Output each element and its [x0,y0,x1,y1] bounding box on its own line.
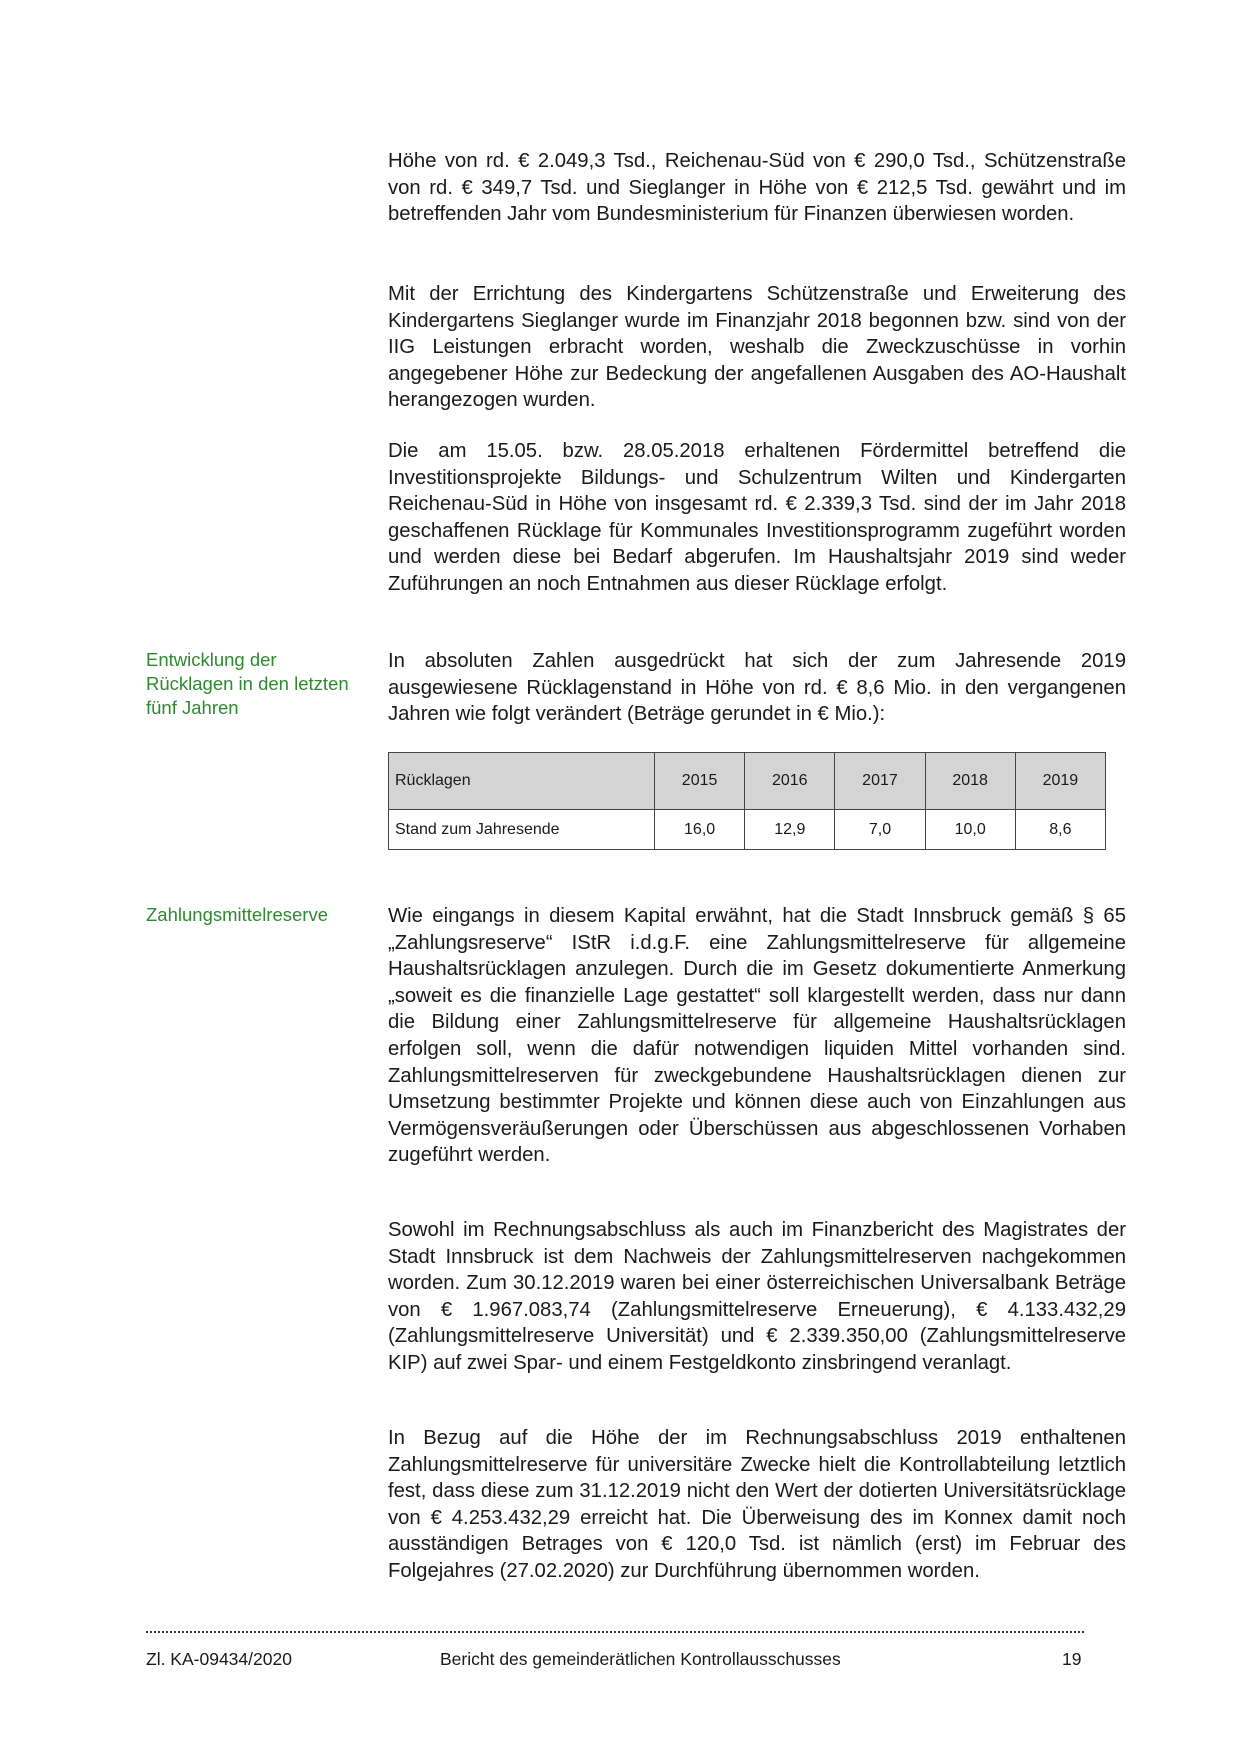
table-cell-value: 12,9 [745,810,835,850]
table-header-year: 2017 [835,753,925,810]
reserves-table [388,752,1106,850]
paragraph-university-reserve: In Bezug auf die Höhe der im Rechnungsabschluss 2019 enthaltenen Zahlungsmittelreserve für universitäre Zwecke hielt die Kontrollabteilung letztlich fest, dass diese zum 31.12.2019 nicht den Wert der dotierten Universitätsrücklage von € 4.253.432,29 erreicht hat. Die Überweisung des im Konnex damit noch ausständigen Betrages von € 120,0 Tsd. ist nämlich (erst) im Februar des Folgejahres (27.02.2020) zur Durchführung übernommen worden. [388,1427,1126,1582]
paragraph-cash-reserve: Wie eingangs in diesem Kapital erwähnt, hat die Stadt Innsbruck gemäß § 65 „Zahlungsreserve“ IStR i.d.g.F. eine Zahlungsmittelreserve für allgemeine Haushaltsrücklagen anzulegen. Durch die im Gesetz dokumentierte Anmerkung „soweit es die finanzielle Lage gestattet“ soll klargestellt werden, dass nur dann die Bildung einer Zahlungsmittelreserve für allgemeine Haushaltsrücklagen erfolgen soll, wenn die dafür notwendigen liquiden Mittel vorhanden sind. Zahlungsmittelreserven für zweckgebundene Haushaltsrücklagen dienen zur Umsetzung bestimmter Projekte und können diese auch von Einzahlungen aus Vermögensveräußerungen oder Überschüssen aus abgeschlossenen Vorhaben zugeführt werden. [388,905,1126,1167]
table-cell-value: 8,6 [1015,810,1105,850]
table-header-year: 2019 [1015,753,1105,810]
sidenote-reserve-development: Entwicklung der Rücklagen in den letzten fünf Jahren [146,649,349,718]
paragraph-kindergarten: Mit der Errichtung des Kindergartens Schützenstraße und Erweiterung des Kindergartens Sieglanger wurde im Finanzjahr 2018 begonnen bzw. sind von der IIG Leistungen erbracht worden, weshalb die Zweckzuschüsse in vorhin angegebener Höhe zur Bedeckung der angefallenen Ausgaben des AO-Haushalt herangezogen wurden. [388,283,1126,412]
paragraph-grants: Höhe von rd. € 2.049,3 Tsd., Reichenau-Süd von € 290,0 Tsd., Schützenstraße von rd. € 349,7 Tsd. und Sieglanger in Höhe von € 212,5 Tsd. gewährt und im betreffenden Jahr vom Bundesministerium für Finanzen überwiesen worden. [388,150,1126,226]
table-header-year: 2015 [655,753,745,810]
paragraph-bank-balances: Sowohl im Rechnungsabschluss als auch im Finanzbericht des Magistrates der Stadt Innsbruck ist dem Nachweis der Zahlungsmittelreserven nachgekommen worden. Zum 30.12.2019 waren bei einer österreichischen Universalbank Beträge von € 1.967.083,74 (Zahlungsmittelreserve Erneuerung), € 4.133.432,29 (Zahlungsmittelreserve Universität) und € 2.339.350,00 (Zahlungsmittelreserve KIP) auf zwei Spar- und einem Festgeldkonto zinsbringend veranlagt. [388,1219,1126,1374]
table-header-row [389,753,1106,810]
table-header-label: Rücklagen [389,753,655,810]
page-number: 19 [1062,1649,1082,1669]
paragraph-reserve-levels: In absoluten Zahlen ausgedrückt hat sich der zum Jahresende 2019 ausgewiesene Rücklagenstand in Höhe von rd. € 8,6 Mio. in den vergangenen Jahren wie folgt verändert (Beträge gerundet in € Mio.): [388,650,1126,726]
footer-divider [146,1631,1084,1635]
table-cell-value: 16,0 [655,810,745,850]
sidenote-cash-reserve: Zahlungsmittelreserve [146,904,328,925]
table-header-year: 2018 [925,753,1015,810]
table-row-label: Stand zum Jahresende [389,810,655,850]
table-cell-value: 7,0 [835,810,925,850]
table-header-year: 2016 [745,753,835,810]
footer-title: Bericht des gemeinderätlichen Kontrollausschusses [440,1649,841,1669]
table-cell-value: 10,0 [925,810,1015,850]
paragraph-funding: Die am 15.05. bzw. 28.05.2018 erhaltenen Fördermittel betreffend die Investitionsprojekte Bildungs- und Schulzentrum Wilten und Kindergarten Reichenau-Süd in Höhe von insgesamt rd. € 2.339,3 Tsd. sind der im Jahr 2018 geschaffenen Rücklage für Kommunales Investitionsprogramm zugeführt worden und werden diese bei Bedarf abgerufen. Im Haushaltsjahr 2019 sind weder Zuführungen an noch Entnahmen aus dieser Rücklage erfolgt. [388,440,1126,595]
footer-reference: Zl. KA-09434/2020 [146,1649,292,1669]
table-row [389,810,1106,850]
